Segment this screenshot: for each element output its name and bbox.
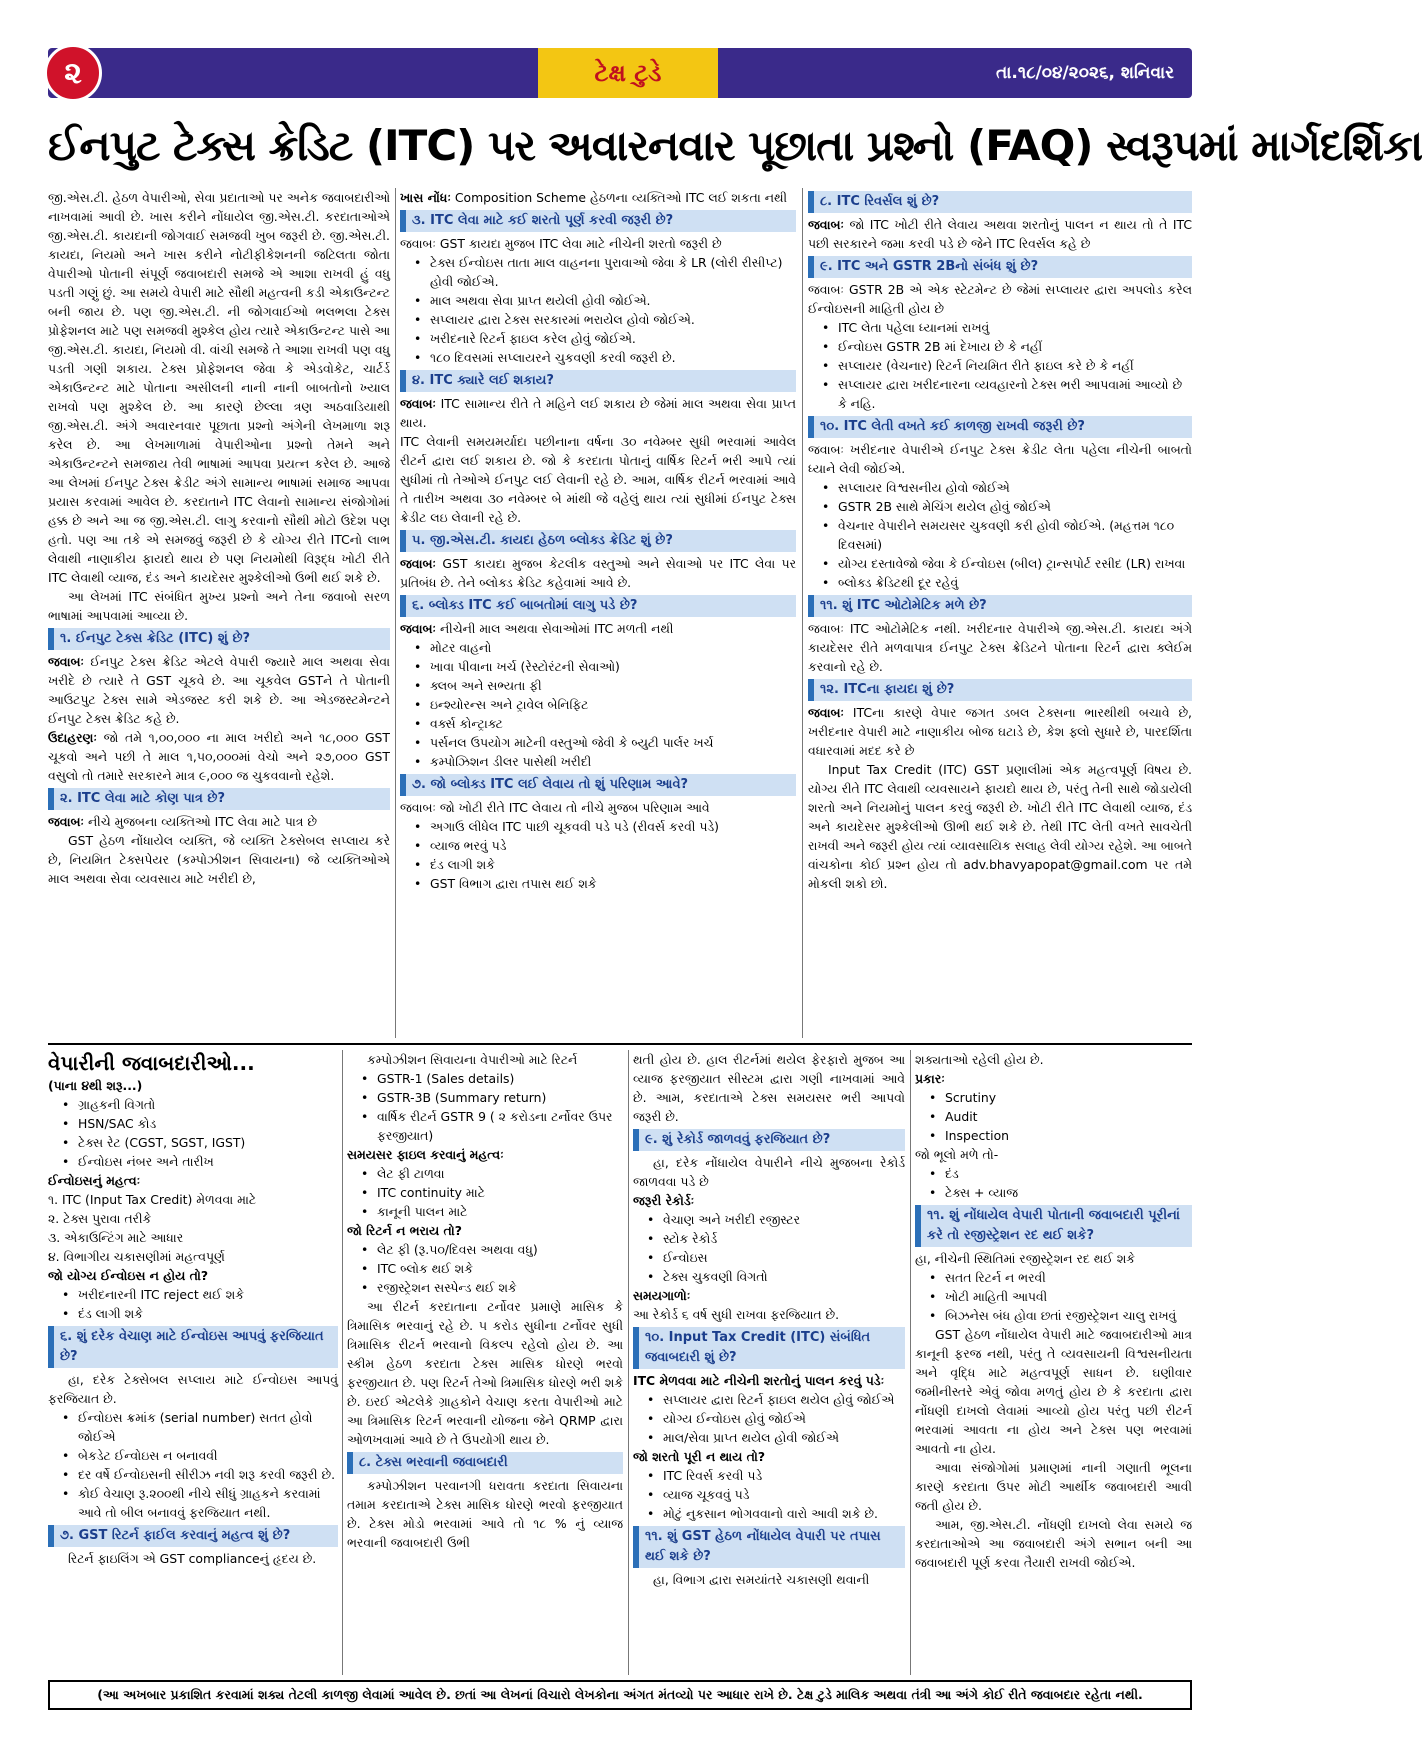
q6-heading: ૬. બ્લોક્ડ ITC કઈ બાબતોમાં લાગુ પડે છે? bbox=[400, 595, 796, 617]
invoice-list bbox=[48, 1095, 338, 1171]
list-item: • ટેક્સ રેટ (CGST, SGST, IGST) bbox=[62, 1133, 338, 1152]
q6-lower-list bbox=[48, 1408, 338, 1522]
subheading: જો શરતો પૂરી ન થાય તો? bbox=[633, 1449, 766, 1464]
answer-label: જવાબઃ bbox=[808, 217, 844, 232]
q7-answer: જવાબઃ જો ખોટી રીતે ITC લેવાય તો નીચે મુજબ પરિણામ આવે bbox=[400, 800, 710, 815]
list-item: • પર્સનલ ઉપયોગ માટેની વસ્તુઓ જેવી કે બ્યુટી પાર્લર ખર્ચ bbox=[414, 733, 796, 752]
subheading: જરૂરી રેકોર્ડઃ bbox=[633, 1193, 695, 1208]
list-item: • GSTR-3B (Summary return) bbox=[361, 1088, 623, 1107]
list-item: • સપ્લાયર દ્વારા ટેક્સ સરકારમાં ભરાયેલ હોવો જોઈએ. bbox=[414, 310, 796, 329]
list-item: • ખરીદનારની ITC reject થઈ શકે bbox=[62, 1285, 338, 1304]
list-item: • ટેક્સ ચુકવણી વિગતો bbox=[647, 1267, 905, 1286]
list-item: • મોટર વાહનો bbox=[414, 638, 796, 657]
list-item: • વ્યાજ ભરવું પડે bbox=[414, 836, 796, 855]
q5-heading: ૫. જી.એસ.ટી. કાયદા હેઠળ બ્લોક્ડ ક્રેડિટ શું છે? bbox=[400, 530, 796, 552]
list-item: • HSN/SAC કોડ bbox=[62, 1114, 338, 1133]
q7-lower-answer: રિટર્ન ફાઇલિંગ એ GST complianceનું હૃદય છે. bbox=[68, 1551, 317, 1566]
list-item: • Scrutiny bbox=[929, 1088, 1192, 1107]
list-item: • ITC continuity માટે bbox=[361, 1183, 623, 1202]
subheading: જો યોગ્ય ઈન્વોઇસ ન હોય તો? bbox=[48, 1268, 209, 1283]
closing-paragraph: આવા સંજોગોમાં પ્રમાણમાં નાની ગણાતી ભૂલના કારણે કરદાતા ઉપર મોટી આર્થીક જવાબદારી આવી જતી હોય છે. bbox=[915, 1460, 1192, 1513]
list-item: • ૧૮૦ દિવસમાં સપ્લાયરને ચુકવણી કરવી જરૂરી છે. bbox=[414, 348, 796, 367]
list-item: • વર્ક્સ કોન્ટ્રાક્ટ bbox=[414, 714, 796, 733]
list-item: • ટેક્સ ઈન્વોઇસ તાતા માલ વાહનના પુરાવાઓ જેવા કે LR (લોરી રીસીપ્ટ) હોવી જોઈએ. bbox=[414, 253, 796, 291]
list-item: • ઈન્વોઇસ bbox=[647, 1248, 905, 1267]
column-divider bbox=[395, 188, 396, 1038]
list-item: • ઈન્વોઇસ GSTR 2B માં દેખાય છે કે નહીં bbox=[822, 337, 1192, 356]
q4-answer-2: ITC લેવાની સમયમર્યાદા પછીનાના વર્ષના ૩૦ નવેમ્બર સુધી ભરવામાં આવેલ રીટર્ન દ્વારા લઈ શકાય છે. જો કે કરદાતા પોતાનું વાર્ષિક રિટર્ન ભરી આપે ત્યાં સુધીમાં તો તેઓએ ઈનપુટ લઈ લેવાની રહે છે. આમ, વાર્ષિક રીટર્ન ભરવામાં આવે તે તારીખ અથવા ૩૦ નવેમ્બર બે માંથી જે વહેલું થાય ત્યાં સુધીમાં ઈનપુટ ટેક્સ ક્રેડીટ લઇ લેવાની રહે છે. bbox=[400, 434, 796, 525]
closing-paragraph: GST હેઠળ નોંધાયેલ વેપારી માટે જવાબદારીઓ માત્ર કાનૂની ફરજ નથી, પરંતુ તે વ્યવસાયની વિશ્વસનીયતા અને વૃદ્ધિ માટે મહત્વપૂર્ણ સાધન છે. ઘણીવાર જમીનીસ્તરે એવું જોવા મળતું હોય છે કે કરદાતા દ્વારા નોંધણી દાખલો લેવામાં આવ્યો હોય પરંતુ પછી રીટર્ન ભરવામાં આવતા ના હોય અને ટેક્સ પણ ભરવામાં આવતો ના હોય. bbox=[915, 1327, 1192, 1456]
answer-label: જવાબઃ bbox=[48, 654, 84, 669]
column-1 bbox=[48, 188, 390, 1038]
list-item: • દંડ લાગી શકે bbox=[414, 855, 796, 874]
q12-answer: ITCના કારણે વેપાર જગત ડબલ ટેક્સના ભારથીથી બચાવે છે, ખરીદનાર વેપારી માટે નાણાકીય બોજ ઘટાડે છે, કેશ ફ્લો સુધારે છે, પારદર્શિતા વધારવામાં મદદ કરે છે bbox=[808, 705, 1192, 758]
list-item: • અગાઉ લીધેલ ITC પાછી ચૂકવવી પડે પડે (રીવર્સ કરવી પડે) bbox=[414, 817, 796, 836]
list-item: • બેકડેટ ઈન્વોઇસ ન બનાવવી bbox=[62, 1446, 338, 1465]
list-item: • લેટ ફી (રૂ.૫૦/દિવસ અથવા વધુ) bbox=[361, 1240, 623, 1259]
list-item: • ઈન્વોઇસ ક્રમાંક (serial number) સતત હોવો જોઈએ bbox=[62, 1408, 338, 1446]
list-item: • Audit bbox=[929, 1107, 1192, 1126]
list-item: • ખોટી માહિતી આપવી bbox=[929, 1287, 1192, 1306]
list-item: • GSTR-1 (Sales details) bbox=[361, 1069, 623, 1088]
column-divider bbox=[342, 1050, 343, 1675]
intro-paragraph-2: આ લેખમાં ITC સંબંધિત મુખ્ય પ્રશ્નો અને તેના જવાબો સરળ ભાષામાં આપવામાં આવ્યા છે. bbox=[48, 589, 390, 623]
subheading: પ્રકારઃ bbox=[915, 1071, 945, 1086]
q7-lower-heading: ૭. GST રિટર્ન ફાઈલ કરવાનું મહત્વ શું છે? bbox=[48, 1525, 338, 1547]
q7-list bbox=[400, 817, 796, 893]
closing-paragraph: આમ, જી.એસ.ટી. નોંધણી દાખલો લેવા સમયે જ કરદાતાઓએ આ જવાબદારી અંગે સભાન બની આ જવાબદારી પૂર્ણ કરવા તૈયારી રાખવી જોઈએ. bbox=[915, 1517, 1192, 1570]
masthead bbox=[48, 48, 1192, 98]
q2-answer-2: GST હેઠળ નોંધાયેલ વ્યક્તિ, જે વ્યક્તિ ટેક્સેબલ સપ્લાય કરે છે, નિયમિત ટેક્સપેયર (કમ્પોઝીશન સિવાયના) જે વ્યક્તિઓએ માલ અથવા સેવા વ્યવસાય માટે ખરીદી છે, bbox=[48, 833, 390, 886]
q6-answer: નીચેની માલ અથવા સેવાઓમાં ITC મળતી નથી bbox=[439, 621, 674, 636]
subheading: જો રિટર્ન ન ભરાય તો? bbox=[347, 1223, 462, 1238]
closing-paragraph: Input Tax Credit (ITC) GST પ્રણાલીમાં એક મહત્વપૂર્ણ વિષય છે. યોગ્ય રીતે ITC લેવાથી વ્યવસાયને ફાયદો થાય છે, પરંતુ તેની સાથે જોડાયેલી શરતો અને નિયમોનું પાલન કરવું જરૂરી છે. ખોટી રીતે ITC લેવાથી વ્યાજ, દંડ અને કાયદેસર મુશ્કેલીઓ ઊભી થઈ શકે છે. તેથી ITC લેતી વખતે સાવચેતી રાખવી અને જરૂરી હોય ત્યાં વ્યાવસાયિક સલાહ લેવી યોગ્ય રહેશે. આ બાબતે વાંચકોના કોઈ પ્રશ્ન હોય તો adv.bhavyapopat@gmail.com પર તમે મોકલી શકો છો. bbox=[808, 762, 1192, 891]
records-list bbox=[633, 1210, 905, 1286]
q11-heading: ૧૧. શું ITC ઓટોમેટિક મળે છે? bbox=[808, 595, 1192, 617]
returns-list bbox=[347, 1069, 623, 1145]
brand-logo: ટેક્ષ ટુડે bbox=[538, 48, 718, 98]
lower-column-4 bbox=[915, 1050, 1192, 1675]
numbered-item: ૨. ટેક્સ પુરાવા તરીકે bbox=[48, 1211, 152, 1226]
numbered-item: ૧. ITC (Input Tax Credit) મેળવવા માટે bbox=[48, 1192, 257, 1207]
column-2 bbox=[400, 188, 796, 1038]
q11-lower-answer: હા, વિભાગ દ્વારા સમયાંતરે ચકાસણી થવાની bbox=[653, 1572, 870, 1587]
list-item: • કાનૂની પાલન માટે bbox=[361, 1202, 623, 1221]
answer-label: જવાબઃ bbox=[400, 621, 436, 636]
answer-label: જવાબઃ bbox=[48, 814, 84, 829]
q11-answer: જવાબઃ ITC ઓટોમેટિક નથી. ખરીદનાર વેપારીએ જી.એસ.ટી. કાયદા અંગે કાયદેસર રીતે મળવાપાત્ર ઈનપુટ ટેક્સ ક્રેડિટને પોતાના રિટર્ન દ્વારા ક્લેઈમ કરવાનો રહે છે. bbox=[808, 621, 1192, 674]
q11b-lower-answer: હા, નીચેની સ્થિતિમાં રજીસ્ટ્રેશન રદ થઈ શકે bbox=[915, 1251, 1136, 1266]
list-item: • કમ્પોઝિશન ડીલર પાસેથી ખરીદી bbox=[414, 752, 796, 771]
list-item: • માલ/સેવા પ્રાપ્ત થયેલ હોવી જોઈએ bbox=[647, 1428, 905, 1447]
list-item: • GSTR 2B સાથે મેચિંગ થયેલ હોવું જોઈએ bbox=[822, 497, 1192, 516]
list-item: • ઈન્વોઇસ નંબર અને તારીખ bbox=[62, 1152, 338, 1171]
column-divider bbox=[802, 188, 803, 1038]
list-item: • સપ્લાયર વિશ્વસનીય હોવો જોઈએ bbox=[822, 478, 1192, 497]
mistake-list bbox=[915, 1164, 1192, 1202]
q9-lower-answer: હા, દરેક નોંધાયેલ વેપારીને નીચે મુજબના રેકોર્ડ જાળવવા પડે છે bbox=[633, 1155, 905, 1189]
subheading: સમયગાળોઃ bbox=[633, 1288, 691, 1303]
no-invoice-list bbox=[48, 1285, 338, 1323]
q10-lower-list bbox=[633, 1390, 905, 1447]
list-item: • સપ્લાયર દ્વારા રિટર્ન ફાઇલ થયેલ હોવું જોઈએ bbox=[647, 1390, 905, 1409]
headline: ઈનપુટ ટેક્સ ક્રેડિટ (ITC) પર અવારનવાર પૂછાતા પ્રશ્નો (FAQ) સ્વરૂપમાં માર્ગદર્શિકા bbox=[48, 121, 1422, 170]
subheading: સમયસર ફાઇલ કરવાનું મહત્વઃ bbox=[347, 1147, 504, 1162]
q11b-lower-heading: ૧૧. શું નોંધાયેલ વેપારી પોતાની જવાબદારી પૂરીનાં કરે તો રજીસ્ટ્રેશન રદ થઈ શકે? bbox=[915, 1205, 1192, 1247]
q6-list bbox=[400, 638, 796, 771]
q1-example: જો તમે ૧,૦૦,૦૦૦ ના માલ ખરીદો અને ૧૮,૦૦૦ GST ચૂકવો અને પછી તે માલ ૧,૫૦,૦૦૦માં વેચો અને ૨૭,૦૦૦ GST વસુલો તો તમારે સરકારને માત્ર ૯,૦૦૦ જ ચુકવવાનો રહેશે. bbox=[48, 730, 390, 783]
q9-heading: ૯. ITC અને GSTR 2Bનો સંબંધ શું છે? bbox=[808, 256, 1192, 278]
subheading: ઈન્વોઇસનું મહત્વઃ bbox=[48, 1173, 141, 1188]
q11-lower-heading: ૧૧. શું GST હેઠળ નોંધાયેલ વેપારી પર તપાસ થઈ શકે છે? bbox=[633, 1526, 905, 1568]
list-item: • ક્લબ અને સભ્યતા ફી bbox=[414, 676, 796, 695]
cancel-list bbox=[915, 1268, 1192, 1325]
example-label: ઉદાહરણઃ bbox=[48, 730, 97, 745]
list-item: • બિઝનેસ બંધ હોવા છતાં રજીસ્ટ્રેશન ચાલુ રાખવું bbox=[929, 1306, 1192, 1325]
lower-column-2 bbox=[347, 1050, 623, 1675]
column-divider bbox=[628, 1050, 629, 1675]
list-item: • ખાવા પીવાના ખર્ચ (રેસ્ટોરંટની સેવાઓ) bbox=[414, 657, 796, 676]
list-item: • યોગ્ય ઈન્વોઇસ હોવું જોઈએ bbox=[647, 1409, 905, 1428]
list-item: • વ્યાજ ચૂકવવું પડે bbox=[647, 1485, 905, 1504]
answer-label: જવાબઃ bbox=[400, 556, 436, 571]
section-title: વેપારીની જવાબદારીઓ... bbox=[48, 1051, 255, 1075]
q8-lower-answer: કમ્પોઝીશન પરવાનગી ધરાવતા કરદાતા સિવાયના તમામ કરદાતાએ ટેક્સ માસિક ધોરણે ભરવો ફરજીયાત છે. ટેક્સ મોડો ભરવામાં આવે તો ૧૮ % નું વ્યાજ ભરવાની જવાબદારી ઉભી bbox=[347, 1478, 623, 1550]
list-item: • મોટું નુકસાન ભોગવવાનો વારો આવી શકે છે. bbox=[647, 1504, 905, 1523]
list-item: • ટેક્સ + વ્યાજ bbox=[929, 1183, 1192, 1202]
list-item: • દંડ લાગી શકે bbox=[62, 1304, 338, 1323]
list-item: • ઇન્શ્યોરન્સ અને ટ્રાવેલ બેનિફિટ bbox=[414, 695, 796, 714]
types-list bbox=[915, 1088, 1192, 1145]
list-item: • ગ્રાહકની વિગતો bbox=[62, 1095, 338, 1114]
column-3 bbox=[808, 188, 1192, 1038]
q10-list bbox=[808, 478, 1192, 592]
q1-answer: ઈનપુટ ટેક્સ ક્રેડિટ એટલે વેપારી જ્યારે માલ અથવા સેવા ખરીદે છે ત્યારે તે GST ચૂકવે છે. આ ચૂકવેલ GSTને તે પોતાની આઉટપુટ ટેક્સ સામે એડજસ્ટ કરી શકે છે. આ એડજસ્ટમેન્ટને ઈનપુટ ટેક્સ ક્રેડિટ કહે છે. bbox=[48, 654, 390, 726]
list-item: • માલ અથવા સેવા પ્રાપ્ત થયેલી હોવી જોઈએ. bbox=[414, 291, 796, 310]
q1-heading: ૧. ઈનપુટ ટેક્સ ક્રેડિટ (ITC) શું છે? bbox=[48, 628, 390, 650]
q6-lower-answer: હા, દરેક ટેક્સેબલ સપ્લાય માટે ઈન્વોઇસ આપવું ફરજિયાત છે. bbox=[48, 1372, 338, 1406]
period-text: આ રેકોર્ડ ૬ વર્ષ સુધી રાખવા ફરજિયાત છે. bbox=[633, 1307, 840, 1322]
q9-list bbox=[808, 318, 1192, 413]
q10-heading: ૧૦. ITC લેતી વખતે કઈ કાળજી રાખવી જરૂરી છે? bbox=[808, 416, 1192, 438]
mistake-text: જો ભૂલો મળે તો- bbox=[915, 1147, 999, 1162]
note-label: ખાસ નોંધઃ bbox=[400, 190, 451, 205]
q2-answer: નીચે મુજબના વ્યક્તિઓ ITC લેવા માટે પાત્ર છે bbox=[87, 814, 317, 829]
numbered-item: ૪. વિભાગીય ચકાસણીમાં મહત્વપૂર્ણ bbox=[48, 1249, 225, 1264]
list-item: • સપ્લાયર (વેચનાર) રિટર્ન નિયમિત રીતે ફાઇલ કરે છે કે નહીં bbox=[822, 356, 1192, 375]
list-item: • સ્ટોક રેકોર્ડ bbox=[647, 1229, 905, 1248]
intro-paragraph: જી.એસ.ટી. હેઠળ વેપારીઓ, સેવા પ્રદાતાઓ પર અનેક જવાબદારીઓ નાખવામાં આવી છે. ખાસ કરીને નોંધાયેલ જી.એસ.ટી. કરદાતાઓએ જી.એસ.ટી. કાયદાની જોગવાઈ સમજવી ખુબ જરૂરી છે. જી.એસ.ટી. કાયદા, નિયમો અને ખાસ કરીને નોટીફીકેશનની જટિલતા જોતા વેપારીઓ પોતાની સંપૂર્ણ જવાબદારી સમજે એ આશા રાખવી હું વધુ પડતી ગણું છું. આ સમયે વેપારી માટે સૌથી મહત્વની કડી એકાઉન્ટન્ટ બની જાય છે. પણ જી.એસ.ટી. ની જોગવાઈઓ ભલભલા ટેક્સ પ્રોફેશનલ માટે પણ સમજવી મુશ્કેલ હોય ત્યારે એકાઉન્ટન્ટ પાસે આ જી.એસ.ટી. કાયદા, નિયમો વી. વાંચી સમજે તે આશા રાખવી પણ વધુ પડતી ગણી શકાય. ટેક્સ પ્રોફેશનલ જેવા કે એડવોકેટ, ચાર્ટર્ડ એકાઉન્ટન્ટ માટે પોતાના અસીલની નાની નાની બાબતોનો ખ્યાલ રાખવો પણ મુશ્કેલ છે. આ કારણે છેલ્લા ત્રણ અઠવાડિયાથી જી.એસ.ટી. અંગે અવારનવાર પૂછાતા પ્રશ્નો અંગેની લેખમાળા શરૂ કરેલ છે. આ લેખમાળામાં વેપારીઓના પ્રશ્નો તેમને અને એકાઉન્ટન્ટને સમજાય તેવી ભાષામાં આપવા પ્રયત્ન કરેલ છે. આજે આ લેખમાં ઈનપુટ ટેક્સ ક્રેડીટ અંગે સામાન્ય ભાષામાં સમાજ આપવા પ્રયાસ કરવામાં આવેલ છે. કરદાતાને ITC લેવાનો સામાન્ય સંજોગોમાં હક્ક છે અને આ જ જી.એસ.ટી. લાગુ કરવાનો સૌથી મોટો ઉદેશ પણ હતો. પણ આ તકે એ સમજવું જરૂરી છે કે યોગ્ય રીતે ITCનો લાભ લેવાથી નાણાકીય ફાયદો થાય છે પણ નિયમોથી વિરૂદ્ધ ખોટી રીતે ITC લેવાથી વ્યાજ, દંડ અને કાયદેસર મુશ્કેલીઓ ઉભી થઈ શકે છે. bbox=[48, 190, 390, 585]
list-item: • યોગ્ય દસ્તાવેજો જેવા કે ઈન્વોઇસ (બીલ) ટ્રાન્સપોર્ટ રસીદ (LR) રાખવા bbox=[822, 554, 1192, 573]
timely-list bbox=[347, 1164, 623, 1221]
numbered-item: ૩. એકાઉન્ટિંગ માટે આધાર bbox=[48, 1230, 184, 1245]
answer-label: જવાબઃ bbox=[400, 396, 436, 411]
continued-note: (પાના ૪થી શરૂ...) bbox=[48, 1078, 143, 1093]
list-item: • GST વિભાગ દ્વારા તપાસ થઈ શકે bbox=[414, 874, 796, 893]
q7-heading: ૭. જો બ્લોક્ડ ITC લઈ લેવાય તો શું પરિણામ આવે? bbox=[400, 774, 796, 796]
list-item: • ITC બ્લોક થઈ શકે bbox=[361, 1259, 623, 1278]
q9-lower-heading: ૯. શું રેકોર્ડ જાળવવું ફરજિયાત છે? bbox=[633, 1129, 905, 1151]
list-item: • વેચનાર વેપારીને સમયસર ચુકવણી કરી હોવી જોઈએ. (મહત્તમ ૧૮૦ દિવસમાં) bbox=[822, 516, 1192, 554]
continued-paragraph: શક્યતાઓ રહેલી હોય છે. bbox=[915, 1052, 1044, 1067]
list-item: • ITC રિવર્સ કરવી પડે bbox=[647, 1466, 905, 1485]
q3-list bbox=[400, 253, 796, 367]
list-item: • કોઈ વેચાણ રૂ.૨૦૦થી નીચે સીધું ગ્રાહકને કરવામાં આવે તો બીલ બનાવવું ફરજિયાત નથી. bbox=[62, 1484, 338, 1522]
q8-lower-heading: ૮. ટેક્સ ભરવાની જવાબદારી bbox=[347, 1452, 623, 1474]
if-not-list bbox=[633, 1466, 905, 1523]
list-item: • દર વર્ષે ઈન્વોઇસની સીરીઝ નવી શરૂ કરવી જરૂરી છે. bbox=[62, 1465, 338, 1484]
q5-answer: GST કાયદા મુજબ કેટલીક વસ્તુઓ અને સેવાઓ પર ITC લેવા પર પ્રતિબંધ છે. તેને બ્લોક્ડ ક્રેડિટ કહેવામાં આવે છે. bbox=[400, 556, 796, 590]
continued-paragraph: થતી હોય છે. હાલ રીટર્નમાં થયેલ ફેરફારો મુજબ આ વ્યાજ ફરજીયાત સીસ્ટમ દ્વારા ગણી નાખવામાં આવે છે. આમ, કરદાતાએ ટેક્સ સમયસર ભરી આપવો જરૂરી છે. bbox=[633, 1052, 905, 1124]
q4-heading: ૪. ITC ક્યારે લઈ શકાય? bbox=[400, 370, 796, 392]
q10-lower-heading: ૧૦. Input Tax Credit (ITC) સંબંધિત જવાબદારી શું છે? bbox=[633, 1327, 905, 1369]
answer-label: જવાબઃ bbox=[808, 705, 844, 720]
q8-heading: ૮. ITC રિવર્સલ શું છે? bbox=[808, 191, 1192, 213]
note-text: Composition Scheme હેઠળના વ્યક્તિઓ ITC લઈ શકતા નથી bbox=[454, 190, 787, 205]
q10-lower-answer: ITC મેળવવા માટે નીચેની શરતોનું પાલન કરવું પડેઃ bbox=[633, 1373, 885, 1388]
q4-answer: ITC સામાન્ય રીતે તે મહિને લઈ શકાય છે જેમાં માલ અથવા સેવા પ્રાપ્ત થાય. bbox=[400, 396, 796, 430]
list-item: • લેટ ફી ટાળવા bbox=[361, 1164, 623, 1183]
section-divider bbox=[48, 1043, 1192, 1045]
list-item: • સતત રિટર્ન ન ભરવી bbox=[929, 1268, 1192, 1287]
lower-column-3 bbox=[633, 1050, 905, 1675]
returns-intro: કમ્પોઝીશન સિવાયના વેપારીઓ માટે રિટર્ન bbox=[367, 1052, 578, 1067]
q9-answer: જવાબઃ GSTR 2B એ એક સ્ટેટમેન્ટ છે જેમાં સપ્લાયર દ્વારા અપલોડ કરેલ ઈન્વોઇસની માહિતી હોય છે bbox=[808, 282, 1192, 316]
lower-column-1 bbox=[48, 1050, 338, 1675]
list-item: • રજીસ્ટ્રેશન સસ્પેન્ડ થઈ શકે bbox=[361, 1278, 623, 1297]
list-item: • Inspection bbox=[929, 1126, 1192, 1145]
q2-heading: ૨. ITC લેવા માટે કોણ પાત્ર છે? bbox=[48, 788, 390, 810]
list-item: • દંડ bbox=[929, 1164, 1192, 1183]
q10-answer: જવાબઃ ખરીદનાર વેપારીએ ઈનપુટ ટેક્સ ક્રેડીટ લેતા પહેલા નીચેની બાબતો ધ્યાને લેવી જોઈએ. bbox=[808, 442, 1192, 476]
list-item: • સપ્લાયર દ્વારા ખરીદનારના વ્યવહારનો ટેક્સ ભરી આપવામાં આવ્યો છે કે નહિ. bbox=[822, 375, 1192, 413]
q3-heading: ૩. ITC લેવા માટે કઈ શરતો પૂર્ણ કરવી જરૂરી છે? bbox=[400, 210, 796, 232]
issue-date: તા.૧૮/૦૪/૨૦૨૬, શનિવાર bbox=[995, 63, 1174, 83]
list-item: • વેચાણ અને ખરીદી રજીસ્ટર bbox=[647, 1210, 905, 1229]
list-item: • બ્લોક્ડ ક્રેડિટથી દૂર રહેવું bbox=[822, 573, 1192, 592]
q3-answer: જવાબઃ GST કાયદા મુજબ ITC લેવા માટે નીચેની શરતો જરૂરી છે bbox=[400, 236, 722, 251]
returns-paragraph: આ રીટર્ન કરદાતાના ટર્નોવર પ્રમાણે માસિક કે ત્રિમાસિક ભરવાનું રહે છે. ૫ કરોડ સુધીના ટર્નોવર સુધી ત્રિમાસિક રીટર્ન ભરવાનો વિકલ્પ રહેલો હોય છે. આ સ્કીમ હેઠળ કરદાતા ટેક્સ માસિક ધોરણે ભરવો ફરજીયાત છે. પણ રિટર્ન તેઓ ત્રિમાસિક ધોરણે ભરી શકે છે. ઇરઈ એટલેકે ગ્રાહકોને વેચાણ કરતા વેપારીઓ માટે આ ત્રિમાસિક રિટર્ન ભરવાની યોજના જેને QRMP દ્વારા ઓળખવામાં આવે છે તે ઉપયોગી થાય છે. bbox=[347, 1299, 623, 1447]
q12-heading: ૧૨. ITCના ફાયદા શું છે? bbox=[808, 679, 1192, 701]
q6-lower-heading: ૬. શું દરેક વેચાણ માટે ઈન્વોઇસ આપવું ફરજિયાત છે? bbox=[48, 1326, 338, 1368]
list-item: • ITC લેતા પહેલા ધ્યાનમાં રાખવું bbox=[822, 318, 1192, 337]
q8-answer: જો ITC ખોટી રીતે લેવાય અથવા શરતોનું પાલન ન થાય તો તે ITC પછી સરકારને જમા કરવી પડે છે જેને ITC રિવર્સલ કહે છે bbox=[808, 217, 1192, 251]
column-divider bbox=[910, 1050, 911, 1675]
page-number: ૨ bbox=[44, 44, 102, 102]
not-filed-list bbox=[347, 1240, 623, 1297]
list-item: • ખરીદનારે રિટર્ન ફાઇલ કરેલ હોવું જોઈએ. bbox=[414, 329, 796, 348]
list-item: • વાર્ષિક રીટર્ન GSTR 9 ( ૨ કરોડના ટર્નોવર ઉપર ફરજીયાત) bbox=[361, 1107, 623, 1145]
disclaimer-footer: (આ અખબાર પ્રકાશિત કરવામાં શક્ય તેટલી કાળજી લેવામાં આવેલ છે. છતાં આ લેખનાં વિચારો લેખકોના અંગત મંતવ્યો પર આધાર રાખે છે. ટેક્ષ ટુડે માલિક અથવા તંત્રી આ અંગે કોઈ રીતે જવાબદાર રહેતા નથી. bbox=[48, 1680, 1192, 1710]
